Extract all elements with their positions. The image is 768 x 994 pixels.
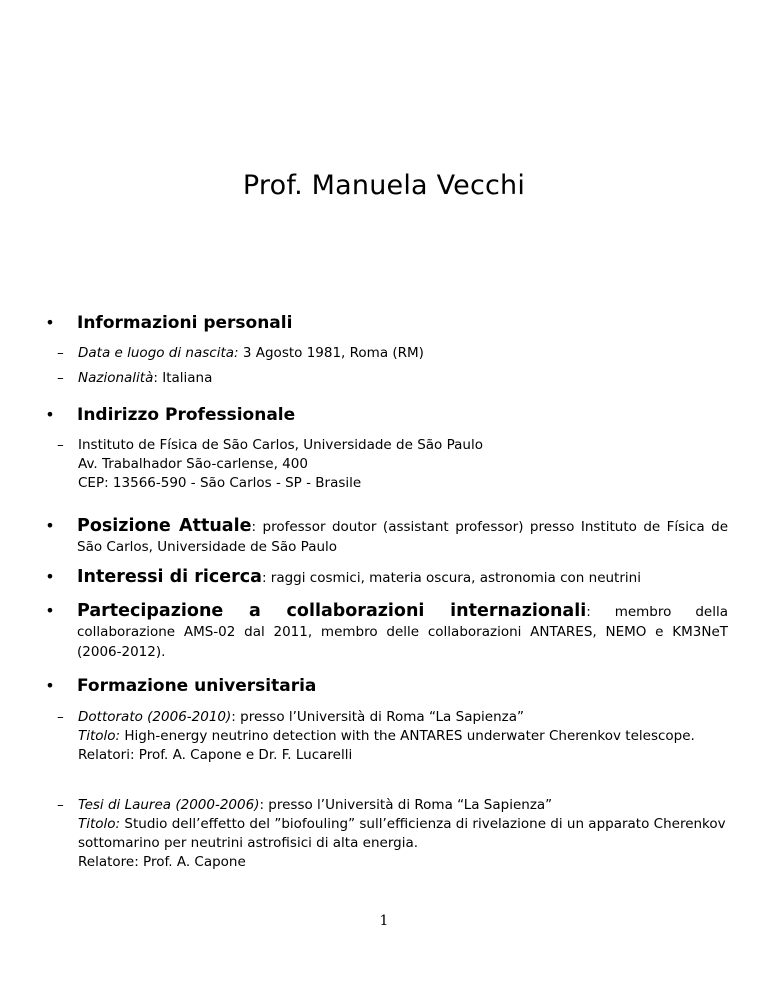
bullet-icon: • xyxy=(45,567,55,586)
section-heading: Partecipazione a collaborazioni internazionali xyxy=(77,601,587,621)
dash-icon: – xyxy=(57,709,64,725)
section-heading: Formazione universitaria xyxy=(77,676,317,696)
section-collaborations xyxy=(40,600,728,662)
laurea-label: Tesi di Laurea (2000-2006) xyxy=(78,797,260,813)
nationality-label: Nazionalità xyxy=(78,370,154,386)
section-heading: Indirizzo Professionale xyxy=(77,405,296,425)
section-heading: Posizione Attuale xyxy=(77,516,252,536)
address-line: Instituto de Física de São Carlos, Universidade de São Paulo xyxy=(78,437,483,453)
section-position xyxy=(40,515,728,557)
phd-label: Dottorato (2006-2010) xyxy=(78,709,232,725)
section-personal xyxy=(40,312,728,334)
bullet-icon: • xyxy=(45,601,55,620)
laurea-title-label: Titolo: xyxy=(78,816,121,832)
nationality-value: : Italiana xyxy=(153,370,213,386)
address-block xyxy=(57,436,728,493)
laurea-advisor: Relatore: Prof. A. Capone xyxy=(78,854,246,870)
education-phd xyxy=(57,708,728,765)
dash-icon: – xyxy=(57,370,64,386)
birth-value: 3 Agosto 1981, Roma (RM) xyxy=(242,345,424,361)
bullet-icon: • xyxy=(45,516,55,535)
laurea-title: Studio dell’effetto del ”biofouling” sull’efficienza di rivelazione di un apparato Cherenkov sottomarino per neutrini astrofisici di alta energia. xyxy=(78,816,726,851)
dash-icon: – xyxy=(57,345,64,361)
section-education xyxy=(40,675,728,697)
page-number: 1 xyxy=(379,913,389,929)
dash-icon: – xyxy=(57,797,64,813)
address-line: CEP: 13566-590 - São Carlos - SP - Brasile xyxy=(78,475,362,491)
bullet-icon: • xyxy=(45,405,55,424)
collaborations-text: : membro della collaborazione AMS-02 dal 2011, membro delle collaborazioni ANTARES, NEMO e KM3NeT (2006-2012). xyxy=(77,604,728,660)
bullet-icon: • xyxy=(45,676,55,695)
address-line: Av. Trabalhador São-carlense, 400 xyxy=(78,456,308,472)
birth-label: Data e luogo di nascita: xyxy=(78,345,239,361)
education-laurea xyxy=(57,796,728,872)
section-heading: Interessi di ricerca xyxy=(77,567,262,587)
section-address xyxy=(40,404,728,426)
personal-birth xyxy=(57,344,728,363)
section-heading: Informazioni personali xyxy=(77,313,293,333)
dash-icon: – xyxy=(57,437,64,453)
position-text: : professor doutor (assistant professor) presso Instituto de Física de São Carlos, Universidade de São Paulo xyxy=(77,519,729,555)
laurea-place: : presso l’Università di Roma “La Sapienza” xyxy=(259,797,553,813)
phd-title-label: Titolo: xyxy=(78,728,121,744)
phd-title: High-energy neutrino detection with the ANTARES underwater Cherenkov telescope. xyxy=(124,728,695,744)
bullet-icon: • xyxy=(45,313,55,332)
section-interests xyxy=(40,566,728,588)
phd-advisors: Relatori: Prof. A. Capone e Dr. F. Lucarelli xyxy=(78,747,353,763)
phd-place: : presso l’Università di Roma “La Sapienza” xyxy=(231,709,524,725)
page-title: Prof. Manuela Vecchi xyxy=(242,170,526,201)
personal-nationality xyxy=(57,369,728,388)
interests-text: : raggi cosmici, materia oscura, astronomia con neutrini xyxy=(261,570,641,586)
